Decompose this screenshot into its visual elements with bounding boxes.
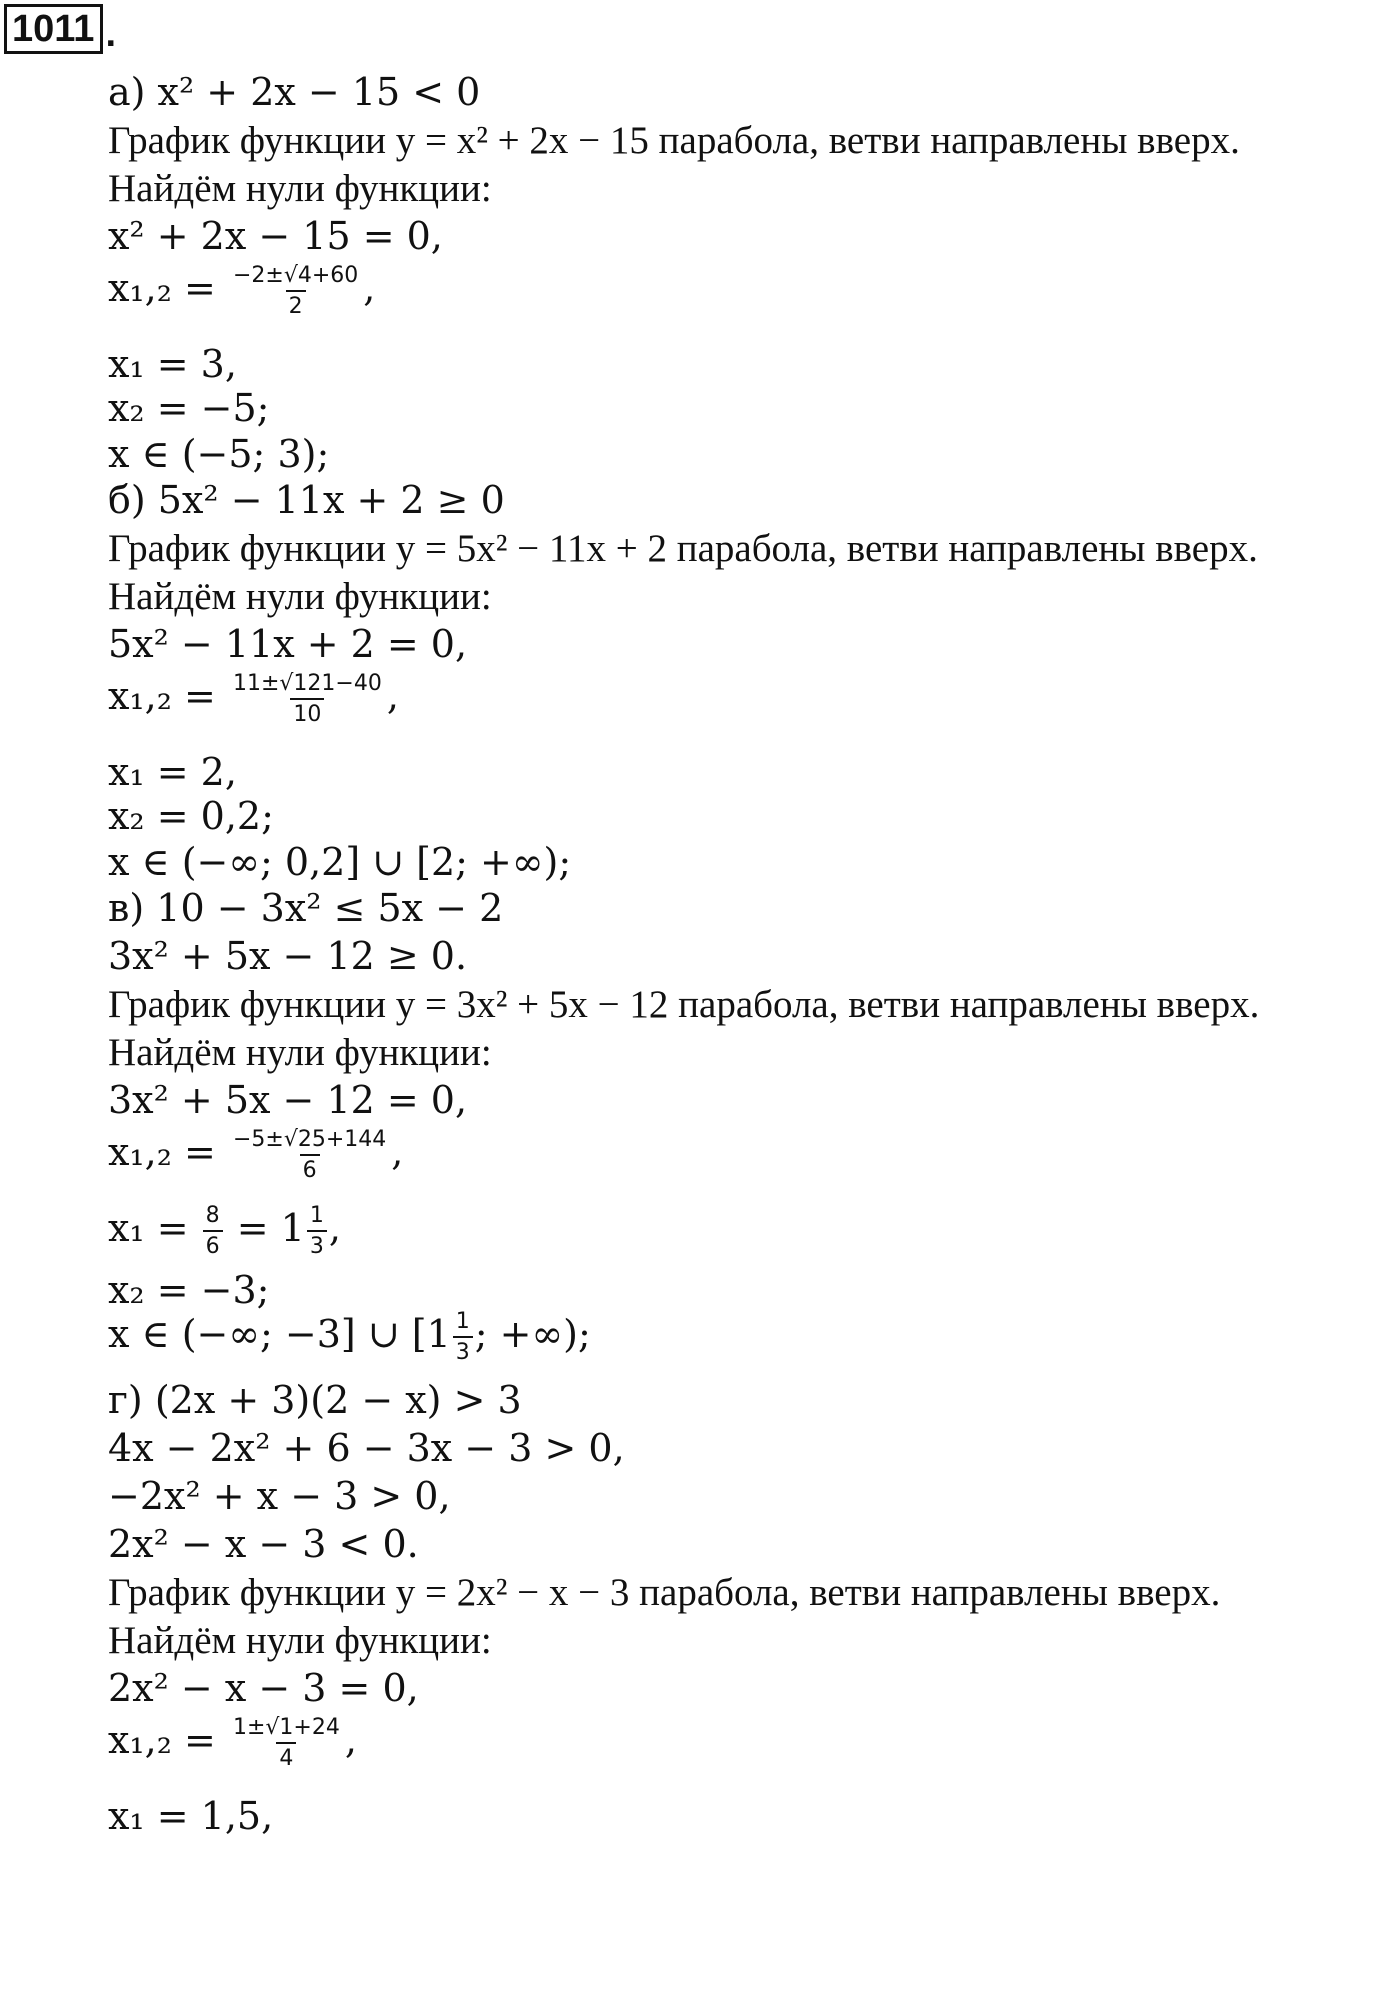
- line-text: График функции y = 3x² + 5x − 12 парабола, ветви направлены вверх.: [108, 983, 1260, 1026]
- line-text: г) (2x + 3)(2 − x) > 3: [108, 1378, 522, 1422]
- solution-line: [108, 1074, 467, 1126]
- line-text: 5x² − 11x + 2 = 0,: [108, 622, 468, 666]
- solution-line: [108, 1518, 419, 1570]
- fraction-numerator: −2±√4+60: [232, 263, 359, 288]
- fraction-denominator: 2: [286, 290, 306, 318]
- line-suffix: ,: [391, 1130, 404, 1174]
- line-prefix: x₁,₂ =: [108, 266, 228, 310]
- fraction-denominator: 6: [300, 1154, 320, 1182]
- fraction-numerator: 1: [309, 1203, 324, 1228]
- solution-line: [108, 978, 1259, 1030]
- line-prefix: x₁,₂ =: [108, 1130, 228, 1174]
- solution-line: [108, 1714, 357, 1771]
- line-text: x₁ = 2,: [108, 750, 237, 794]
- fraction: [230, 1717, 343, 1770]
- solution-line: [108, 1614, 492, 1666]
- line-text: x₁ = 3,: [108, 342, 237, 386]
- fraction-denominator: 6: [203, 1230, 223, 1258]
- solution-line: [108, 1202, 341, 1259]
- line-text: Найдём нули функции:: [108, 1031, 492, 1074]
- line-text: График функции y = 5x² − 11x + 2 парабола, ветви направлены вверх.: [108, 527, 1258, 570]
- solution-line: [108, 66, 480, 118]
- solution-line: [108, 882, 503, 934]
- line-suffix: ,: [344, 1718, 357, 1762]
- solution-line: [108, 1790, 273, 1842]
- solution-line: [108, 836, 571, 888]
- line-text: б) 5x² − 11x + 2 ≥ 0: [108, 478, 505, 522]
- solution-line: [108, 570, 492, 622]
- line-text: x² + 2x − 15 = 0,: [108, 214, 443, 258]
- solution-line: [108, 114, 1240, 166]
- line-text: 4x − 2x² + 6 − 3x − 3 > 0,: [108, 1426, 625, 1470]
- solution-line: [108, 1566, 1220, 1618]
- line-text: 3x² + 5x − 12 = 0,: [108, 1078, 468, 1122]
- fraction: [203, 1205, 223, 1258]
- line-text: 2x² − x − 3 = 0,: [108, 1666, 419, 1710]
- solution-line: [108, 474, 505, 526]
- fraction-denominator: 4: [276, 1742, 296, 1770]
- fraction: [230, 1129, 389, 1182]
- solution-line: [108, 1470, 451, 1522]
- line-text: x₂ = −3;: [108, 1268, 270, 1312]
- line-suffix: ; +∞);: [474, 1312, 591, 1356]
- line-prefix: x₁ =: [108, 1206, 201, 1250]
- line-text: Найдём нули функции:: [108, 167, 492, 210]
- solution-line: [108, 1374, 522, 1426]
- fraction: [307, 1205, 327, 1258]
- solution-line: [108, 618, 467, 670]
- fraction: [230, 673, 385, 726]
- solution-line: [108, 670, 399, 727]
- line-prefix: x ∈ (−∞; −3] ∪ [1: [108, 1312, 451, 1356]
- fraction-numerator: 8: [205, 1203, 220, 1228]
- solution-line: [108, 262, 376, 319]
- solution-line: [108, 382, 269, 434]
- problem-number-box: 1011: [4, 4, 103, 54]
- fraction: [453, 1311, 473, 1364]
- line-text: −2x² + x − 3 > 0,: [108, 1474, 451, 1518]
- problem-number: [4, 4, 116, 54]
- line-text: Найдём нули функции:: [108, 575, 492, 618]
- line-middle: = 1: [224, 1206, 305, 1250]
- solution-line: [108, 162, 492, 214]
- fraction-numerator: 1: [455, 1309, 470, 1334]
- line-text: x₂ = −5;: [108, 386, 270, 430]
- solution-line: [108, 930, 467, 982]
- line-prefix: x₁,₂ =: [108, 674, 228, 718]
- line-text: 3x² + 5x − 12 ≥ 0.: [108, 934, 468, 978]
- solution-line: [108, 1662, 419, 1714]
- line-suffix: ,: [386, 674, 399, 718]
- fraction-denominator: 10: [290, 698, 324, 726]
- line-text: x₁ = 1,5,: [108, 1794, 274, 1838]
- solution-line: [108, 1308, 591, 1365]
- fraction-denominator: 3: [453, 1336, 473, 1364]
- line-text: Найдём нули функции:: [108, 1619, 492, 1662]
- solution-line: [108, 1422, 625, 1474]
- line-text: График функции y = 2x² − x − 3 парабола, ветви направлены вверх.: [108, 1571, 1221, 1614]
- line-text: 2x² − x − 3 < 0.: [108, 1522, 419, 1566]
- problem-number-suffix: .: [105, 13, 117, 55]
- line-text: x ∈ (−5; 3);: [108, 432, 330, 476]
- line-text: x₂ = 0,2;: [108, 794, 274, 838]
- solution-line: [108, 790, 274, 842]
- fraction: [230, 265, 361, 318]
- line-suffix: ,: [363, 266, 376, 310]
- fraction-numerator: −5±√25+144: [232, 1127, 387, 1152]
- line-text: График функции y = x² + 2x − 15 парабола, ветви направлены вверх.: [108, 119, 1240, 162]
- line-text: а) x² + 2x − 15 < 0: [108, 70, 481, 114]
- solution-line: [108, 1126, 404, 1183]
- fraction-numerator: 1±√1+24: [232, 1715, 340, 1740]
- line-suffix: ,: [328, 1206, 341, 1250]
- line-text: x ∈ (−∞; 0,2] ∪ [2; +∞);: [108, 840, 572, 884]
- line-text: в) 10 − 3x² ≤ 5x − 2: [108, 886, 504, 930]
- solution-line: [108, 210, 443, 262]
- line-prefix: x₁,₂ =: [108, 1718, 228, 1762]
- solution-line: [108, 522, 1258, 574]
- fraction-denominator: 3: [307, 1230, 327, 1258]
- fraction-numerator: 11±√121−40: [232, 671, 382, 696]
- solution-line: [108, 428, 329, 480]
- solution-line: [108, 1026, 492, 1078]
